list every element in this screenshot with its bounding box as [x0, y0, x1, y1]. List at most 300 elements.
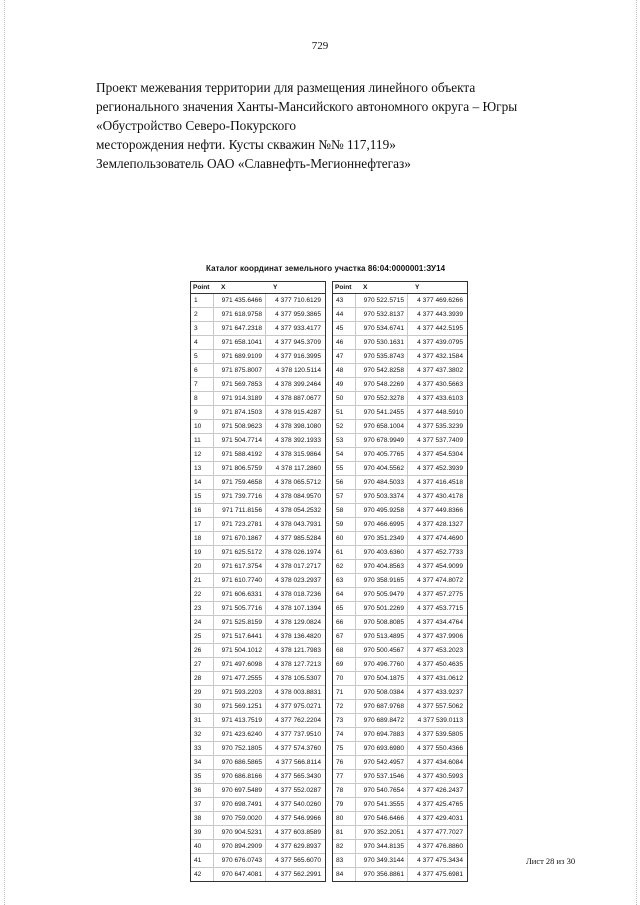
cell-x: 971 625.5172 [213, 546, 265, 559]
cell-x: 970 540.7654 [355, 784, 407, 797]
table-row [333, 434, 467, 448]
cell-x: 970 752.1805 [213, 742, 265, 755]
cell-y: 4 377 762.2204 [265, 714, 323, 727]
cell-x: 970 405.7765 [355, 448, 407, 461]
cell-y: 4 377 429.4031 [407, 812, 465, 825]
cell-y: 4 377 443.3939 [407, 308, 465, 321]
table-row [333, 742, 467, 756]
table-row [191, 490, 325, 504]
cell-point: 12 [194, 451, 202, 458]
cell-point: 63 [336, 577, 344, 584]
cell-x: 971 569.1251 [213, 700, 265, 713]
cell-y: 4 377 476.8860 [407, 840, 465, 853]
cell-point: 20 [194, 563, 202, 570]
cell-x: 970 404.8563 [355, 560, 407, 573]
cell-y: 4 378 129.0824 [265, 616, 323, 629]
cell-y: 4 377 539.0113 [407, 714, 465, 727]
table-header [333, 282, 467, 294]
cell-point: 32 [194, 731, 202, 738]
table-row [191, 336, 325, 350]
table-row [191, 644, 325, 658]
cell-point: 53 [336, 437, 344, 444]
cell-y: 4 378 117.2860 [265, 462, 323, 475]
cell-y: 4 377 433.6103 [407, 392, 465, 405]
cell-point: 75 [336, 745, 344, 752]
table-row [191, 812, 325, 826]
cell-y: 4 377 453.2023 [407, 644, 465, 657]
cell-point: 48 [336, 367, 344, 374]
cell-y: 4 377 474.8072 [407, 574, 465, 587]
cell-point: 68 [336, 647, 344, 654]
cell-point: 7 [194, 381, 198, 388]
cell-x: 970 759.0020 [213, 812, 265, 825]
cell-x: 971 670.1867 [213, 532, 265, 545]
cell-point: 52 [336, 423, 344, 430]
table-row [191, 756, 325, 770]
cell-y: 4 378 026.1974 [265, 546, 323, 559]
table-row [333, 700, 467, 714]
table-row [333, 476, 467, 490]
table-row [191, 392, 325, 406]
cell-x: 970 466.6995 [355, 518, 407, 531]
table-row [191, 784, 325, 798]
cell-x: 971 413.7519 [213, 714, 265, 727]
cell-x: 971 914.3189 [213, 392, 265, 405]
cell-y: 4 377 437.9906 [407, 630, 465, 643]
cell-point: 6 [194, 367, 198, 374]
cell-y: 4 377 557.5062 [407, 700, 465, 713]
cell-y: 4 377 452.3939 [407, 462, 465, 475]
cell-y: 4 377 539.5805 [407, 728, 465, 741]
table-row [191, 868, 325, 881]
cell-x: 970 687.9768 [355, 700, 407, 713]
table-row [191, 476, 325, 490]
page-number: 729 [311, 40, 329, 52]
table-row [333, 826, 467, 840]
cell-y: 4 377 430.5993 [407, 770, 465, 783]
header-line-5: Землепользователь ОАО «Славнефть-Мегионнефтегаз» [96, 156, 411, 171]
cell-point: 39 [194, 829, 202, 836]
table-row [191, 406, 325, 420]
cell-x: 970 349.3144 [355, 854, 407, 867]
table-row [191, 546, 325, 560]
cell-point: 18 [194, 535, 202, 542]
cell-y: 4 378 107.1394 [265, 602, 323, 615]
table-row [191, 434, 325, 448]
cell-point: 54 [336, 451, 344, 458]
cell-x: 970 513.4895 [355, 630, 407, 643]
cell-y: 4 377 425.4765 [407, 798, 465, 811]
cell-point: 8 [194, 395, 198, 402]
cell-point: 58 [336, 507, 344, 514]
cell-y: 4 377 629.8937 [265, 840, 323, 853]
cell-x: 970 552.3278 [355, 392, 407, 405]
cell-point: 34 [194, 759, 202, 766]
cell-y: 4 377 431.0612 [407, 672, 465, 685]
cell-point: 69 [336, 661, 344, 668]
cell-x: 971 689.9109 [213, 350, 265, 363]
cell-x: 971 477.2555 [213, 672, 265, 685]
table-row [333, 588, 467, 602]
column-header-point: Point [193, 284, 210, 291]
table-row [333, 756, 467, 770]
cell-x: 970 546.6466 [355, 812, 407, 825]
cell-y: 4 377 562.2991 [265, 868, 323, 881]
column-header-point: Point [335, 284, 352, 291]
cell-point: 62 [336, 563, 344, 570]
cell-y: 4 377 975.0271 [265, 700, 323, 713]
cell-y: 4 377 474.4690 [407, 532, 465, 545]
table-row [191, 658, 325, 672]
cell-y: 4 378 915.4287 [265, 406, 323, 419]
scan-edge-left [4, 0, 6, 905]
cell-point: 15 [194, 493, 202, 500]
table-row [333, 602, 467, 616]
cell-y: 4 377 540.0260 [265, 798, 323, 811]
cell-x: 971 711.8156 [213, 504, 265, 517]
table-row [333, 378, 467, 392]
cell-y: 4 378 018.7236 [265, 588, 323, 601]
cell-point: 71 [336, 689, 344, 696]
cell-point: 14 [194, 479, 202, 486]
cell-x: 970 351.2349 [355, 532, 407, 545]
cell-point: 22 [194, 591, 202, 598]
cell-y: 4 377 710.6129 [265, 294, 323, 307]
table-row [191, 308, 325, 322]
cell-y: 4 378 105.5307 [265, 672, 323, 685]
cell-y: 4 377 416.4518 [407, 476, 465, 489]
cell-point: 78 [336, 787, 344, 794]
cell-x: 970 676.0743 [213, 854, 265, 867]
cell-y: 4 377 442.5195 [407, 322, 465, 335]
cell-point: 30 [194, 703, 202, 710]
cell-x: 971 874.1503 [213, 406, 265, 419]
cell-x: 970 358.9165 [355, 574, 407, 587]
cell-point: 50 [336, 395, 344, 402]
cell-point: 16 [194, 507, 202, 514]
table-row [333, 840, 467, 854]
cell-point: 65 [336, 605, 344, 612]
cell-point: 31 [194, 717, 202, 724]
cell-point: 28 [194, 675, 202, 682]
cell-x: 970 689.8472 [355, 714, 407, 727]
cell-point: 38 [194, 815, 202, 822]
cell-y: 4 377 448.5910 [407, 406, 465, 419]
cell-y: 4 377 434.4764 [407, 616, 465, 629]
cell-y: 4 378 120.5114 [265, 364, 323, 377]
cell-x: 970 500.4567 [355, 644, 407, 657]
cell-y: 4 377 428.1327 [407, 518, 465, 531]
cell-y: 4 378 127.7213 [265, 658, 323, 671]
table-row [191, 504, 325, 518]
cell-x: 970 537.1546 [355, 770, 407, 783]
cell-point: 82 [336, 843, 344, 850]
table-row [191, 728, 325, 742]
cell-y: 4 377 550.4366 [407, 742, 465, 755]
cell-x: 971 593.2203 [213, 686, 265, 699]
cell-point: 5 [194, 353, 198, 360]
table-row [191, 616, 325, 630]
table-row [191, 588, 325, 602]
cell-x: 970 686.8166 [213, 770, 265, 783]
cell-x: 970 530.1631 [355, 336, 407, 349]
cell-point: 35 [194, 773, 202, 780]
cell-point: 46 [336, 339, 344, 346]
cell-x: 970 356.8861 [355, 868, 407, 881]
cell-y: 4 377 432.1584 [407, 350, 465, 363]
cell-y: 4 377 453.7715 [407, 602, 465, 615]
document-header [96, 78, 576, 173]
table-row [333, 350, 467, 364]
cell-point: 60 [336, 535, 344, 542]
table-row [333, 644, 467, 658]
table-row [191, 770, 325, 784]
cell-point: 26 [194, 647, 202, 654]
table-row [333, 462, 467, 476]
cell-y: 4 378 065.5712 [265, 476, 323, 489]
table-row [191, 686, 325, 700]
table-row [191, 294, 325, 308]
header-line-3: «Обустройство Северо-Покурского [96, 118, 297, 133]
table-row [191, 322, 325, 336]
cell-point: 74 [336, 731, 344, 738]
cell-point: 17 [194, 521, 202, 528]
table-row [333, 770, 467, 784]
scan-edge-right [636, 0, 638, 905]
table-row [333, 854, 467, 868]
cell-x: 971 647.2318 [213, 322, 265, 335]
cell-point: 73 [336, 717, 344, 724]
column-header-x: X [363, 284, 368, 291]
table-row [191, 854, 325, 868]
coordinate-table-left [190, 281, 326, 882]
cell-x: 971 423.6240 [213, 728, 265, 741]
table-row [191, 574, 325, 588]
table-row [191, 560, 325, 574]
cell-y: 4 377 454.9099 [407, 560, 465, 573]
cell-x: 970 894.2909 [213, 840, 265, 853]
cell-x: 970 693.6980 [355, 742, 407, 755]
cell-y: 4 377 434.6084 [407, 756, 465, 769]
cell-x: 971 525.8159 [213, 616, 265, 629]
cell-x: 970 534.6741 [355, 322, 407, 335]
cell-point: 41 [194, 857, 202, 864]
cell-point: 24 [194, 619, 202, 626]
cell-y: 4 378 023.2937 [265, 574, 323, 587]
table-row [333, 420, 467, 434]
cell-point: 59 [336, 521, 344, 528]
cell-x: 971 504.7714 [213, 434, 265, 447]
cell-y: 4 377 454.5304 [407, 448, 465, 461]
cell-point: 49 [336, 381, 344, 388]
table-row [191, 840, 325, 854]
cell-x: 970 508.8085 [355, 616, 407, 629]
cell-point: 1 [194, 297, 198, 304]
cell-x: 970 686.5865 [213, 756, 265, 769]
cell-point: 2 [194, 311, 198, 318]
cell-x: 970 548.2269 [355, 378, 407, 391]
cell-y: 4 377 475.6981 [407, 868, 465, 881]
cell-x: 970 501.2269 [355, 602, 407, 615]
header-line-4: месторождения нефти. Кусты скважин №№ 117,119» [96, 137, 396, 152]
cell-point: 25 [194, 633, 202, 640]
cell-y: 4 378 084.9570 [265, 490, 323, 503]
column-header-x: X [221, 284, 226, 291]
cell-x: 970 541.3555 [355, 798, 407, 811]
table-row [191, 462, 325, 476]
cell-y: 4 377 469.6266 [407, 294, 465, 307]
cell-y: 4 377 985.5284 [265, 532, 323, 545]
cell-x: 970 542.8258 [355, 364, 407, 377]
table-row [333, 630, 467, 644]
cell-x: 970 535.8743 [355, 350, 407, 363]
table-row [191, 448, 325, 462]
cell-point: 72 [336, 703, 344, 710]
cell-y: 4 377 959.3865 [265, 308, 323, 321]
cell-y: 4 378 054.2532 [265, 504, 323, 517]
table-row [333, 784, 467, 798]
cell-y: 4 377 603.8589 [265, 826, 323, 839]
table-row [333, 560, 467, 574]
cell-x: 971 723.2781 [213, 518, 265, 531]
cell-x: 971 497.6098 [213, 658, 265, 671]
table-row [191, 826, 325, 840]
table-row [191, 602, 325, 616]
cell-point: 10 [194, 423, 202, 430]
cell-x: 971 588.4192 [213, 448, 265, 461]
cell-y: 4 378 121.7983 [265, 644, 323, 657]
table-row [333, 490, 467, 504]
cell-x: 971 606.6331 [213, 588, 265, 601]
cell-x: 971 658.1041 [213, 336, 265, 349]
cell-x: 971 517.6441 [213, 630, 265, 643]
cell-point: 23 [194, 605, 202, 612]
cell-y: 4 378 017.2717 [265, 560, 323, 573]
table-row [333, 448, 467, 462]
cell-x: 971 806.5759 [213, 462, 265, 475]
header-line-1: Проект межевания территории для размещения линейного объекта [96, 80, 476, 95]
cell-x: 970 508.0384 [355, 686, 407, 699]
cell-y: 4 378 003.8831 [265, 686, 323, 699]
cell-y: 4 377 565.6070 [265, 854, 323, 867]
cell-point: 42 [194, 871, 202, 878]
cell-x: 970 697.5489 [213, 784, 265, 797]
cell-y: 4 378 315.9864 [265, 448, 323, 461]
cell-x: 971 739.7716 [213, 490, 265, 503]
cell-x: 970 678.9949 [355, 434, 407, 447]
cell-y: 4 377 439.0795 [407, 336, 465, 349]
table-row [333, 868, 467, 881]
cell-point: 80 [336, 815, 344, 822]
cell-y: 4 377 566.8114 [265, 756, 323, 769]
table-header [191, 282, 325, 294]
cell-y: 4 377 457.2775 [407, 588, 465, 601]
table-row [333, 574, 467, 588]
table-row [333, 714, 467, 728]
cell-y: 4 377 477.7027 [407, 826, 465, 839]
cell-point: 44 [336, 311, 344, 318]
cell-point: 33 [194, 745, 202, 752]
table-row [191, 714, 325, 728]
cell-x: 970 496.7760 [355, 658, 407, 671]
cell-y: 4 377 433.9237 [407, 686, 465, 699]
cell-y: 4 377 475.3434 [407, 854, 465, 867]
cell-point: 4 [194, 339, 198, 346]
cell-point: 21 [194, 577, 202, 584]
cell-y: 4 377 430.5663 [407, 378, 465, 391]
table-row [191, 518, 325, 532]
table-row [333, 546, 467, 560]
cell-x: 970 541.2455 [355, 406, 407, 419]
cell-y: 4 377 552.0287 [265, 784, 323, 797]
cell-x: 971 504.1012 [213, 644, 265, 657]
table-row [333, 406, 467, 420]
cell-x: 970 505.9479 [355, 588, 407, 601]
cell-y: 4 378 043.7931 [265, 518, 323, 531]
table-row [333, 616, 467, 630]
cell-y: 4 377 574.3760 [265, 742, 323, 755]
cell-y: 4 377 537.7409 [407, 434, 465, 447]
column-header-y: Y [273, 284, 278, 291]
cell-point: 37 [194, 801, 202, 808]
cell-x: 971 759.4658 [213, 476, 265, 489]
table-row [191, 532, 325, 546]
cell-point: 81 [336, 829, 344, 836]
cell-y: 4 377 535.3239 [407, 420, 465, 433]
cell-y: 4 377 737.9510 [265, 728, 323, 741]
sheet-label: Лист 28 из 30 [526, 856, 576, 866]
cell-point: 29 [194, 689, 202, 696]
cell-y: 4 377 452.7733 [407, 546, 465, 559]
table-row [333, 532, 467, 546]
cell-y: 4 377 450.4635 [407, 658, 465, 671]
cell-x: 970 698.7491 [213, 798, 265, 811]
cell-point: 76 [336, 759, 344, 766]
cell-x: 970 904.5231 [213, 826, 265, 839]
cell-point: 9 [194, 409, 198, 416]
cell-y: 4 378 136.4820 [265, 630, 323, 643]
cell-y: 4 377 546.9966 [265, 812, 323, 825]
cell-point: 84 [336, 871, 344, 878]
cell-x: 971 618.9758 [213, 308, 265, 321]
table-row [191, 742, 325, 756]
table-row [333, 336, 467, 350]
cell-x: 971 610.7740 [213, 574, 265, 587]
cell-y: 4 378 392.1933 [265, 434, 323, 447]
cell-y: 4 377 437.3802 [407, 364, 465, 377]
cell-y: 4 377 916.3995 [265, 350, 323, 363]
cell-point: 11 [194, 437, 201, 444]
cell-x: 970 404.5562 [355, 462, 407, 475]
cell-point: 51 [336, 409, 344, 416]
table-row [333, 392, 467, 406]
table-row [191, 350, 325, 364]
cell-x: 971 617.3754 [213, 560, 265, 573]
table-row [333, 294, 467, 308]
cell-x: 970 504.1875 [355, 672, 407, 685]
cell-point: 45 [336, 325, 344, 332]
cell-point: 61 [336, 549, 344, 556]
cell-point: 47 [336, 353, 344, 360]
cell-x: 970 344.8135 [355, 840, 407, 853]
cell-point: 43 [336, 297, 344, 304]
table-row [191, 630, 325, 644]
cell-x: 970 647.4081 [213, 868, 265, 881]
cell-x: 970 542.4957 [355, 756, 407, 769]
cell-y: 4 378 399.2464 [265, 378, 323, 391]
cell-y: 4 377 945.3709 [265, 336, 323, 349]
table-row [191, 798, 325, 812]
